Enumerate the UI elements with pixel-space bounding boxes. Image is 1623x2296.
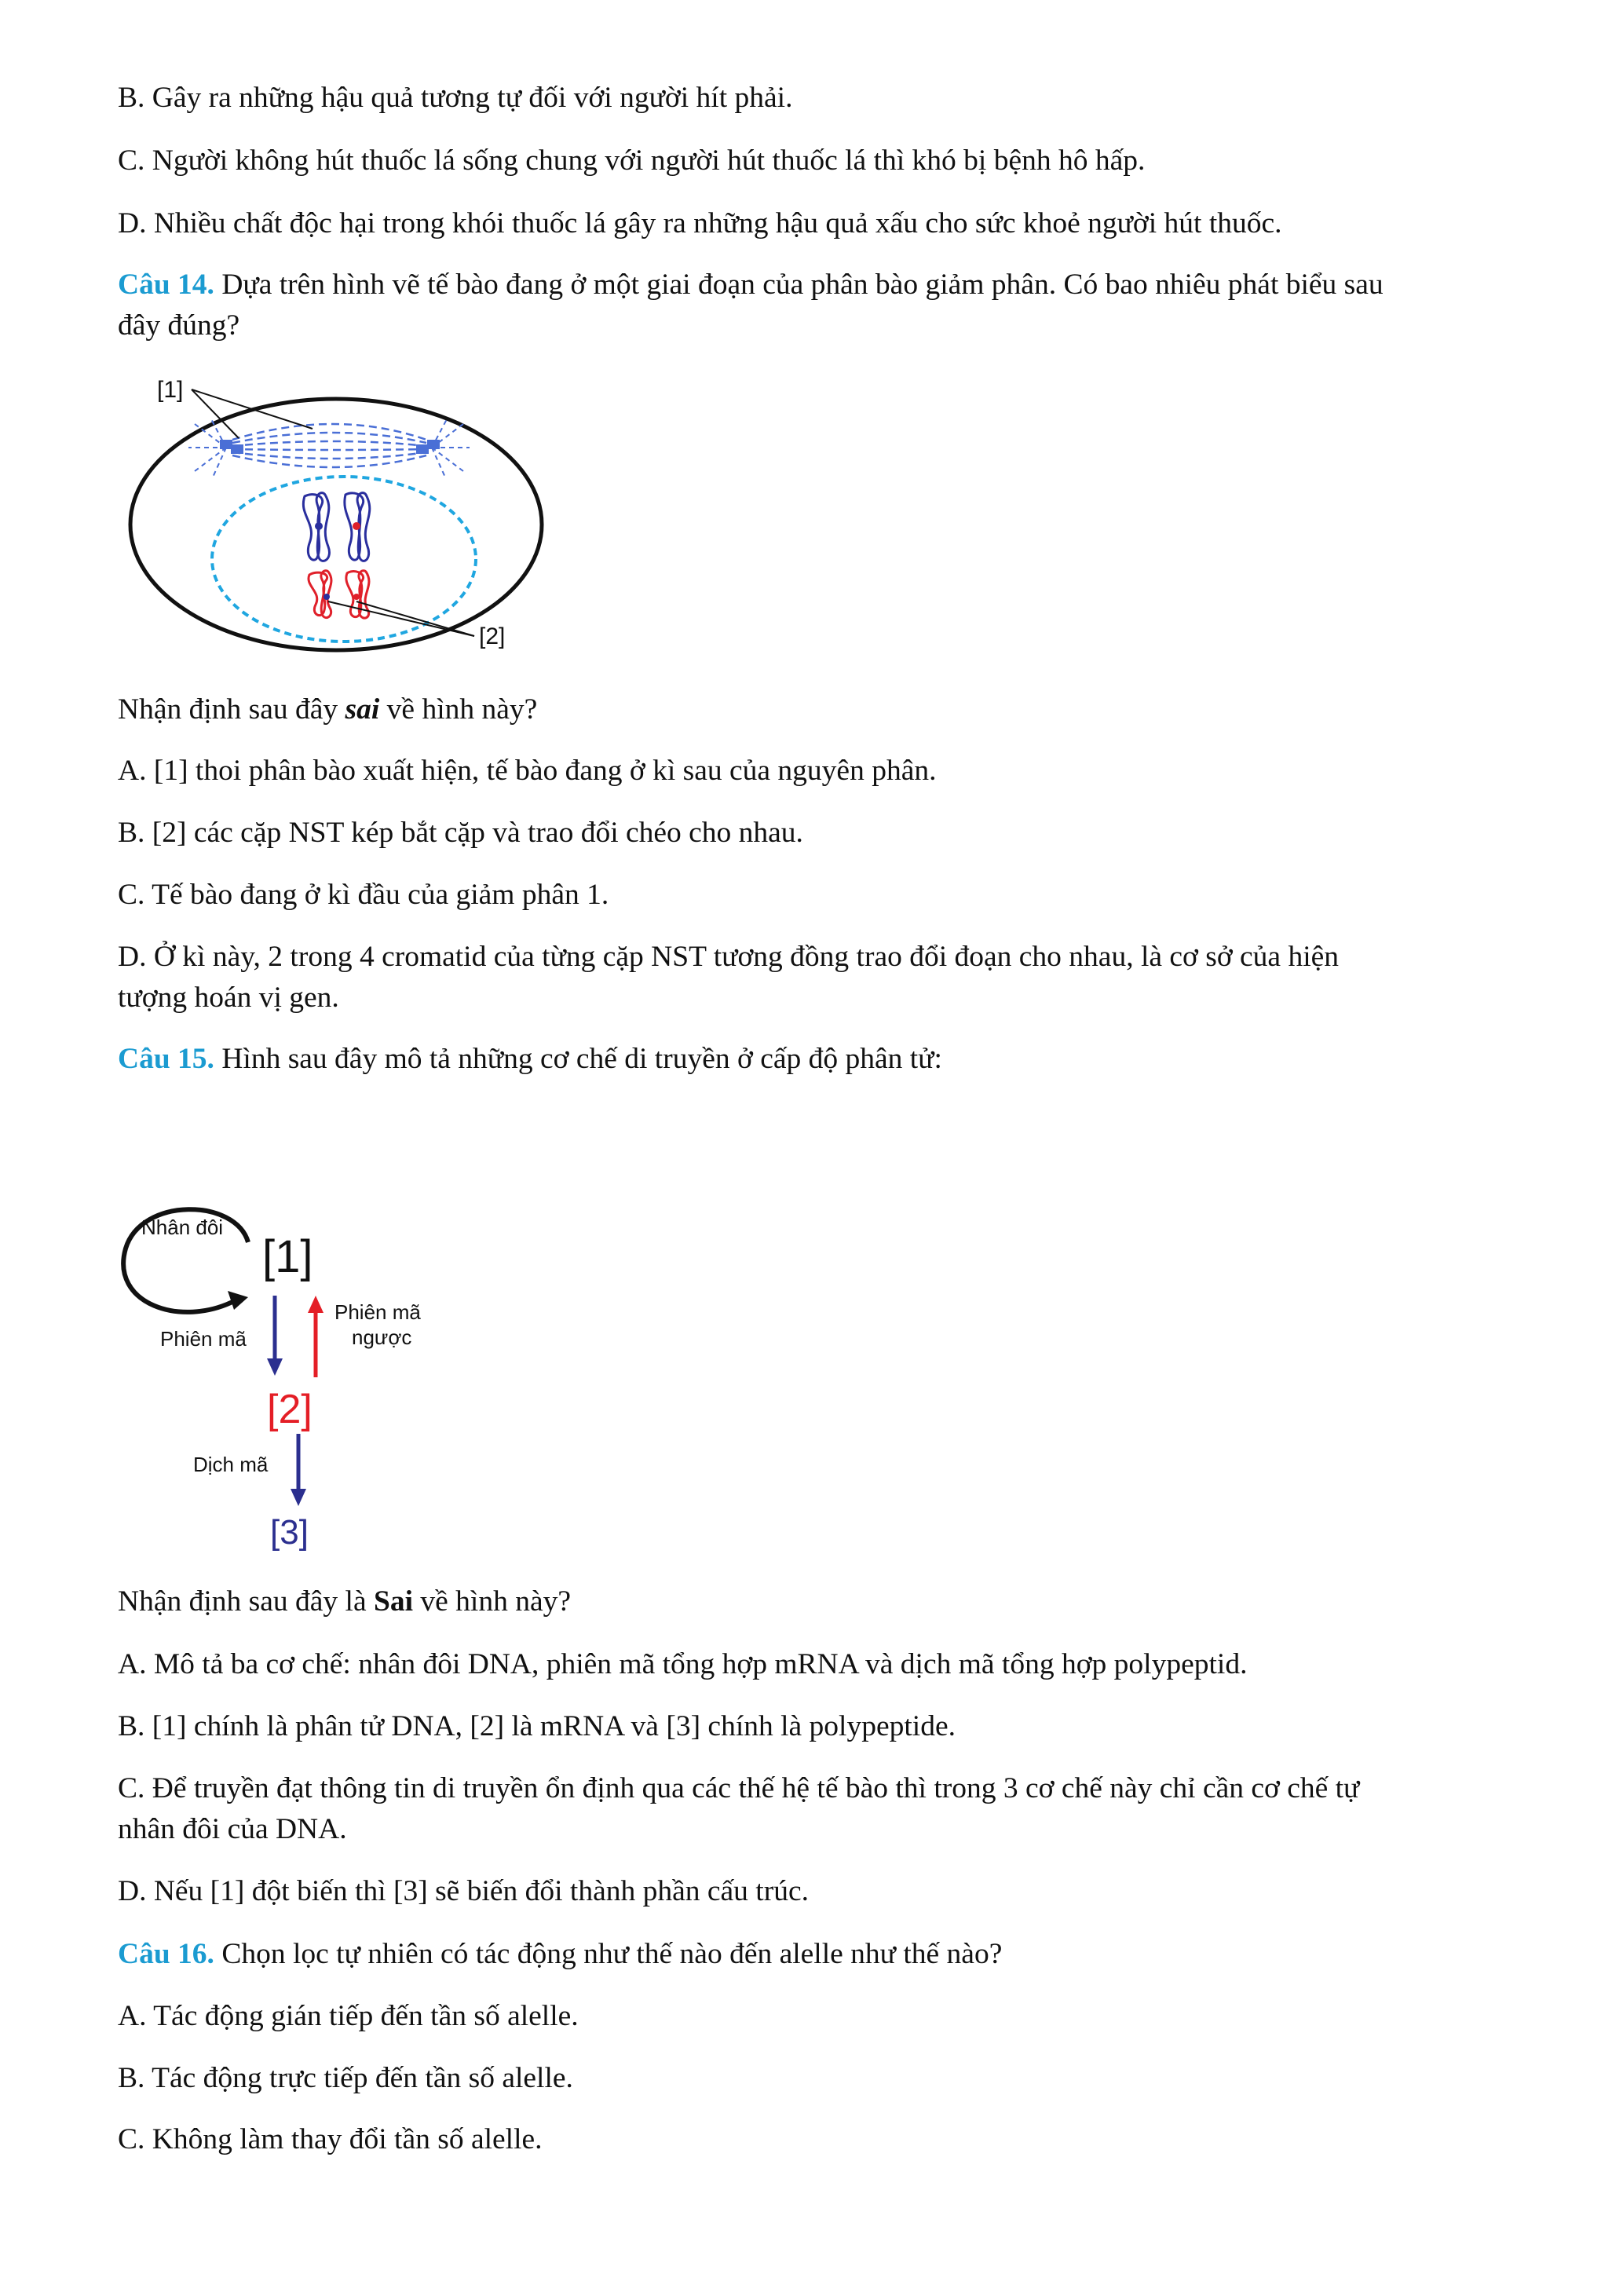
- translation-arrowhead: [291, 1489, 306, 1506]
- q16-label: Câu 16.: [118, 1938, 214, 1970]
- q15-prompt: Nhận định sau đây là Sai về hình này?: [118, 1585, 571, 1618]
- q15-prompt-emphasis: Sai: [373, 1585, 413, 1618]
- q14-stem: [118, 264, 1531, 306]
- node-2: [2]: [267, 1387, 313, 1432]
- q14-stem-text: Dựa trên hình vẽ tế bào đang ở một giai đoạn của phân bào giảm phân. Có bao nhiêu phát biểu sau: [214, 269, 1384, 301]
- q16-option-c: C. Không làm thay đổi tần số alelle.: [118, 2123, 543, 2155]
- cell-label-1: [1]: [157, 377, 184, 403]
- q16-option-b: B. Tác động trực tiếp đến tần số alelle.: [118, 2062, 573, 2094]
- q14-option-b: B. [2] các cặp NST kép bắt cặp và trao đổi chéo cho nhau.: [118, 817, 803, 849]
- reverse-transcription-label-1: Phiên mã: [334, 1300, 421, 1324]
- q13-option-c: C. Người không hút thuốc lá sống chung với người hút thuốc lá thì khó bị bệnh hô hấp.: [118, 144, 1146, 177]
- q14-label: Câu 14.: [118, 269, 214, 301]
- q16-option-a: A. Tác động gián tiếp đến tần số alelle.: [118, 2000, 579, 2032]
- transcription-label: Phiên mã: [160, 1327, 247, 1351]
- q16-stem: [118, 1933, 1531, 1976]
- red-chromosome-pair: [309, 571, 369, 618]
- central-dogma-figure: [110, 1194, 471, 1555]
- q14-prompt: Nhận định sau đây sai về hình này?: [118, 693, 538, 726]
- q15-stem-text: Hình sau đây mô tả những cơ chế di truyền ở cấp độ phân tử:: [214, 1043, 942, 1075]
- translation-label: Dịch mã: [193, 1453, 269, 1476]
- node-3: [3]: [270, 1513, 309, 1552]
- reverse-transcription-label-2: ngược: [352, 1325, 412, 1349]
- q14-option-d-line2: tượng hoán vị gen.: [118, 982, 339, 1014]
- replication-label: Nhân đôi: [141, 1216, 224, 1239]
- q15-option-c-line2: nhân đôi của DNA.: [118, 1813, 347, 1845]
- q15-label: Câu 15.: [118, 1043, 214, 1075]
- q16-stem-text: Chọn lọc tự nhiên có tác động như thế nào đến alelle như thế nào?: [214, 1938, 1003, 1970]
- meiosis-cell-figure: [116, 369, 556, 667]
- q15-option-d: D. Nếu [1] đột biến thì [3] sẽ biến đổi thành phần cấu trúc.: [118, 1875, 809, 1907]
- q14-prompt-emphasis: sai: [345, 693, 380, 726]
- q13-option-b: B. Gây ra những hậu quả tương tự đối với người hít phải.: [118, 82, 793, 114]
- cell-label-2: [2]: [479, 623, 506, 649]
- q14-option-d: D. Ở kì này, 2 trong 4 cromatid của từng cặp NST tương đồng trao đổi đoạn cho nhau, là cơ sở của hiện: [118, 941, 1340, 973]
- node-1: [1]: [262, 1231, 313, 1282]
- q14-option-a: A. [1] thoi phân bào xuất hiện, tế bào đang ở kì sau của nguyên phân.: [118, 755, 937, 787]
- q14-option-c: C. Tế bào đang ở kì đầu của giảm phân 1.: [118, 879, 609, 911]
- q15-option-c: C. Để truyền đạt thông tin di truyền ổn định qua các thế hệ tế bào thì trong 3 cơ chế này chỉ cần cơ chế tự: [118, 1772, 1360, 1804]
- q15-option-b: B. [1] chính là phân tử DNA, [2] là mRNA và [3] chính là polypeptide.: [118, 1710, 956, 1742]
- cell-membrane: [130, 399, 542, 650]
- transcription-arrowhead: [267, 1358, 283, 1376]
- spindle-fibers: [232, 424, 426, 467]
- q14-stem-line2: đây đúng?: [118, 309, 240, 342]
- reverse-transcription-arrowhead: [308, 1296, 324, 1313]
- q15-stem: [118, 1038, 1531, 1080]
- q15-option-a: A. Mô tả ba cơ chế: nhân đôi DNA, phiên mã tổng hợp mRNA và dịch mã tổng hợp polypeptid.: [118, 1648, 1248, 1680]
- q13-option-d: D. Nhiều chất độc hại trong khói thuốc lá gây ra những hậu quả xấu cho sức khoẻ người hút thuốc.: [118, 207, 1282, 239]
